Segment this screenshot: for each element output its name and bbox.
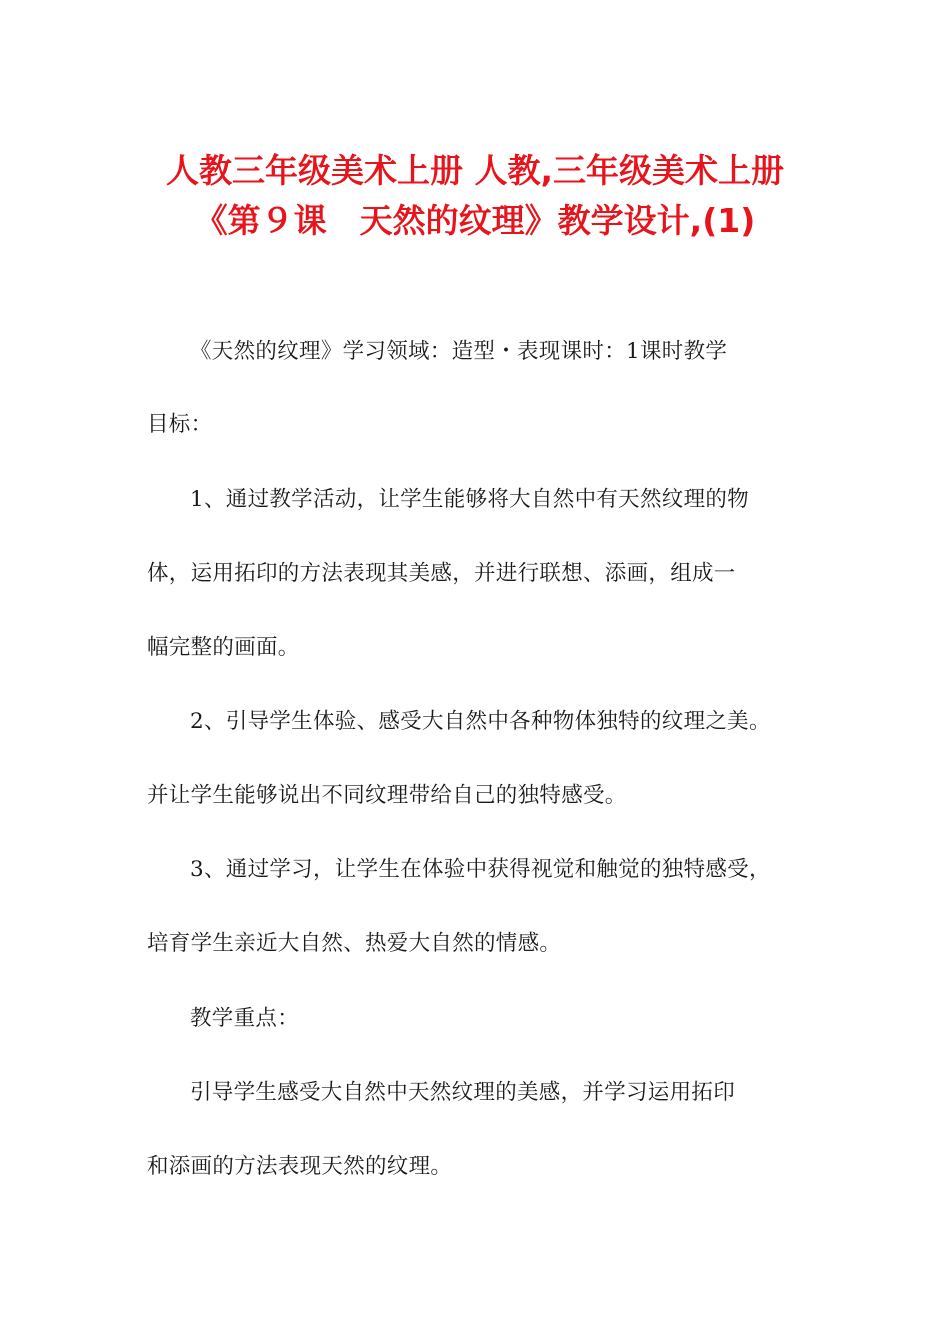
document-title-line-1: 人教三年级美术上册 人教,三年级美术上册 [165,151,785,190]
paragraph-line: 幅完整的画面。 [147,635,300,660]
paragraph-line: 引导学生感受大自然中天然纹理的美感，并学习运用拓印 [190,1080,736,1105]
paragraph-line: 3、通过学习，让学生在体验中获得视觉和触觉的独特感受， [190,857,771,882]
paragraph-line: 培育学生亲近大自然、热爱大自然的情感。 [147,931,562,956]
paragraph-line: 体，运用拓印的方法表现其美感，并进行联想、添画，组成一 [147,561,736,586]
document-title-line-2: 《第９课 天然的纹理》教学设计,(1) [194,201,756,240]
paragraph-line: 《天然的纹理》学习领域：造型・表现课时：1课时教学 [190,339,728,364]
paragraph-line: 2、引导学生体验、感受大自然中各种物体独特的纹理之美。 [190,709,771,734]
paragraph-line: 并让学生能够说出不同纹理带给自己的独特感受。 [147,783,627,808]
paragraph-line: 目标： [147,412,213,437]
paragraph-line: 和添画的方法表现天然的纹理。 [147,1154,453,1179]
section-heading: 教学重点： [190,1006,300,1031]
paragraph-line: 1、通过教学活动，让学生能够将大自然中有天然纹理的物 [190,487,749,512]
